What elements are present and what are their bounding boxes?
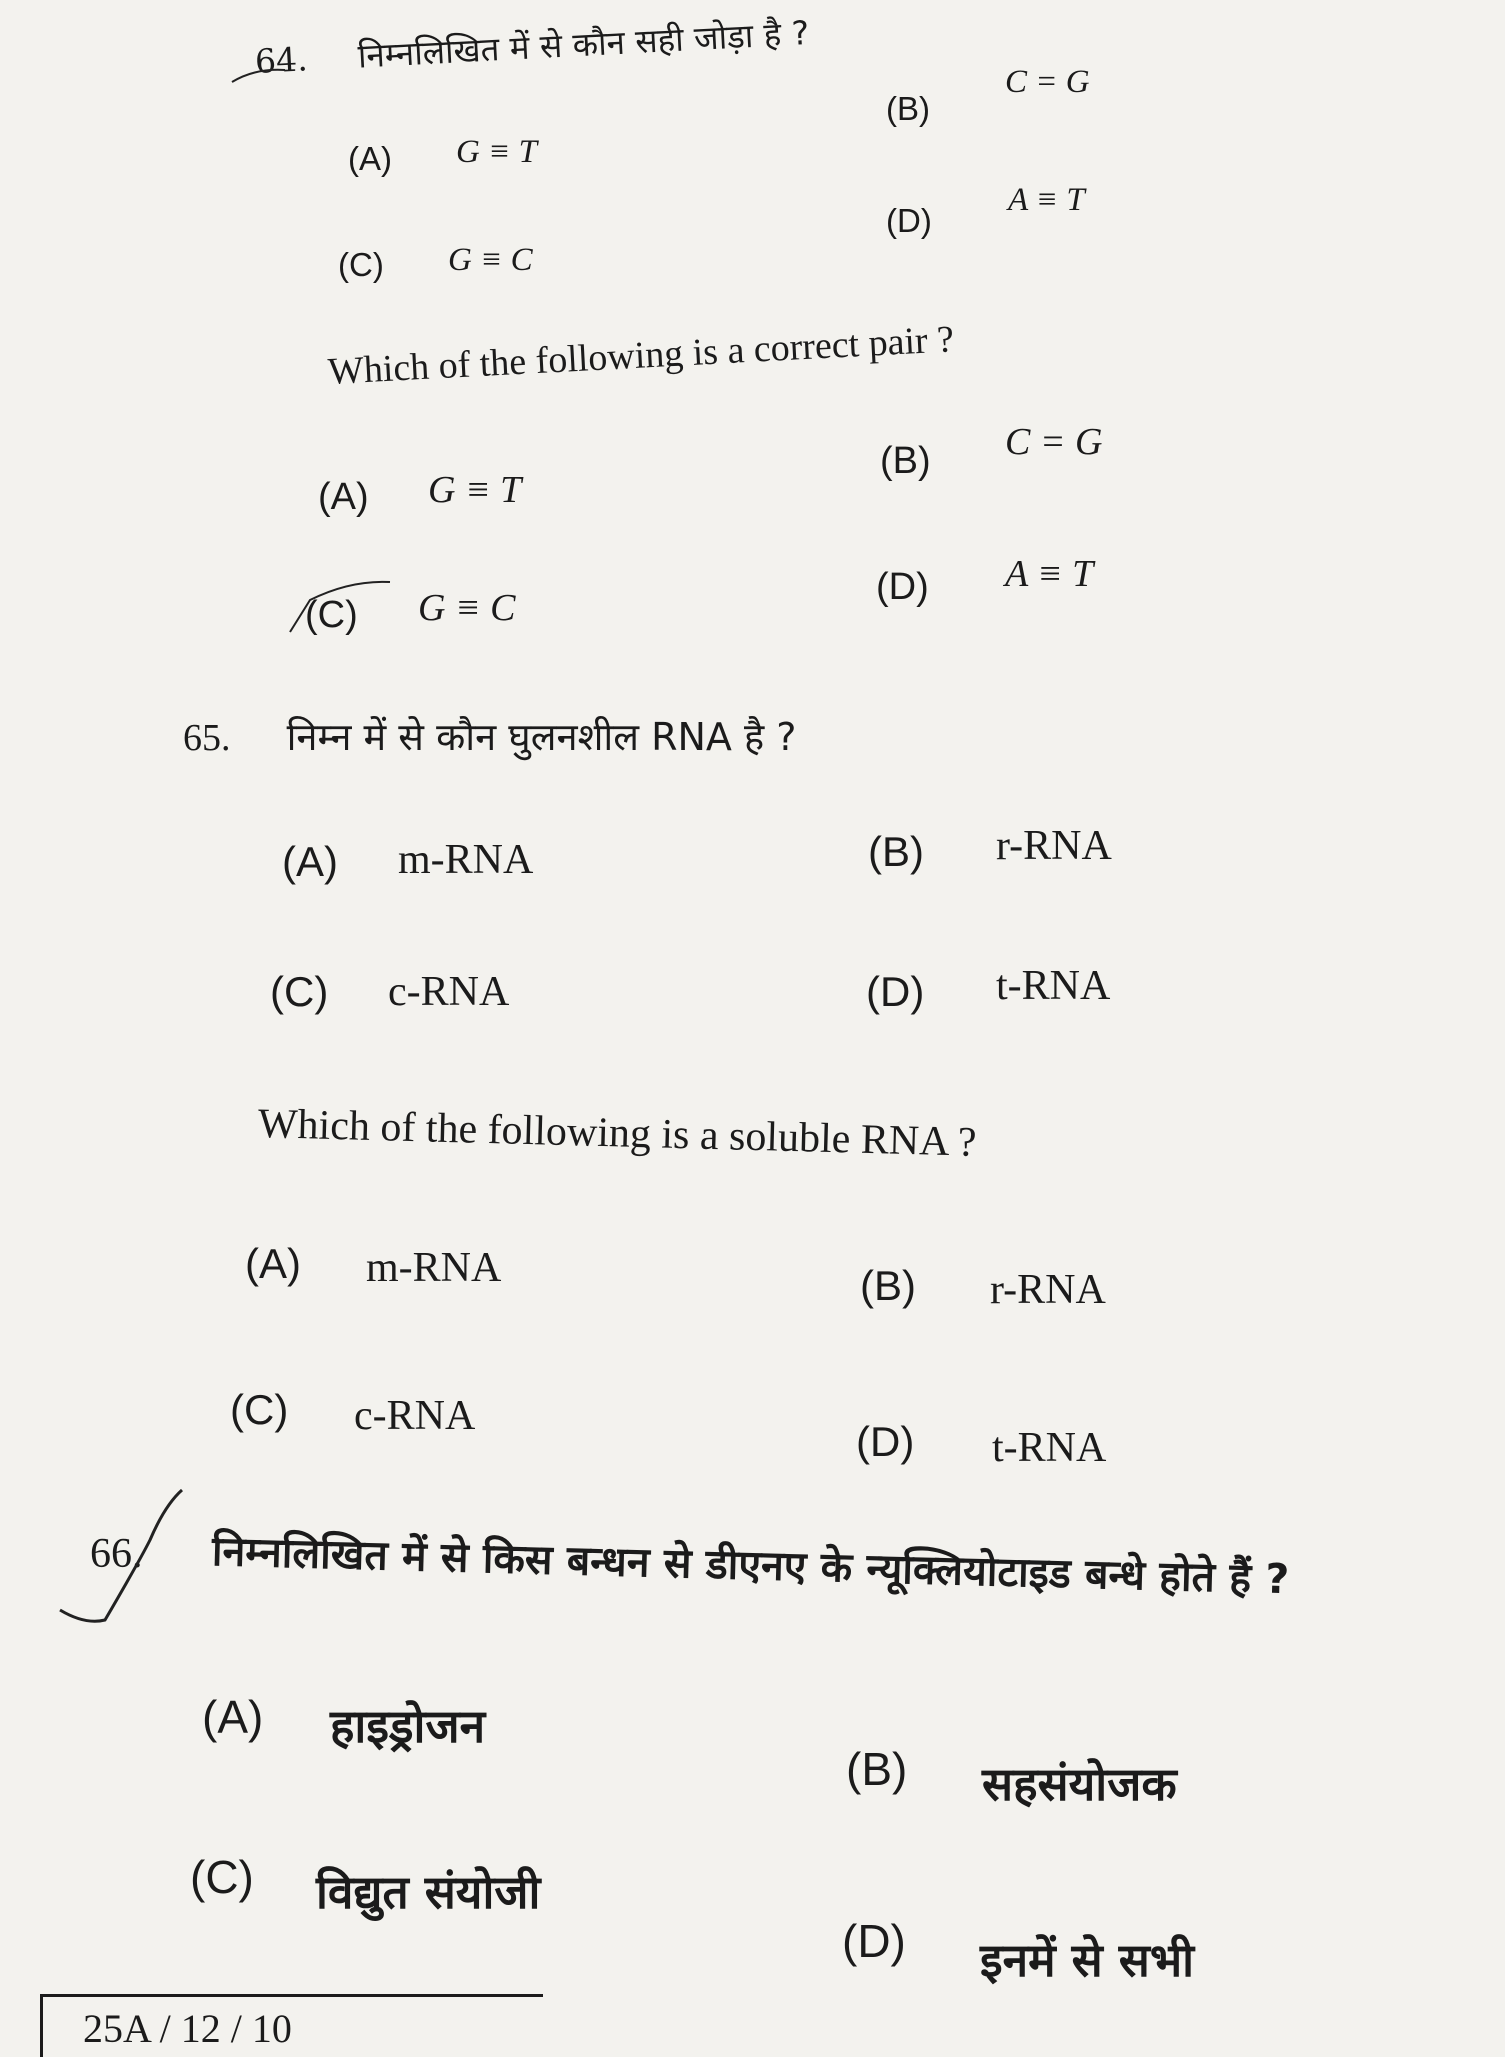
q66-option-a-label: (A): [202, 1691, 264, 1743]
q65-hi-option-c-label: (C): [270, 968, 329, 1015]
q64-hi-option-d-value: A ≡ T: [1008, 182, 1085, 218]
q64-hi-option-c-label: (C): [338, 246, 384, 283]
q65-en-option-a-value: m-RNA: [366, 1245, 502, 1291]
q64-hi-option-a-label: (A): [348, 140, 392, 177]
q66-option-b-value: सहसंयोजक: [982, 1757, 1177, 1811]
q64-hi-option-c-value: G ≡ C: [448, 242, 533, 278]
q66-option-a-value: हाइड्रोजन: [330, 1699, 486, 1753]
q65-hi-option-d-label: (D): [866, 968, 925, 1015]
question-text-hindi: निम्न में से कौन घुलनशील RNA है ?: [286, 715, 797, 759]
question-65-english: Which of the following is a soluble RNA ?: [257, 1101, 977, 1166]
q65-hi-option-b-label: (B): [868, 828, 924, 875]
q65-hi-option-a-label: (A): [282, 838, 338, 885]
q64-hi-option-b-value: C = G: [1005, 64, 1090, 100]
q65-en-option-b-value: r-RNA: [990, 1267, 1106, 1313]
q64-en-option-b-value: C = G: [1005, 421, 1103, 463]
q64-en-option-a-value: G ≡ T: [428, 469, 522, 511]
q64-en-option-c-value: G ≡ C: [418, 587, 516, 629]
q65-en-option-b-label: (B): [860, 1262, 916, 1309]
question-64-english: Which of the following is a correct pair ?: [326, 318, 956, 393]
q64-en-option-b-label: (B): [880, 440, 931, 482]
q65-en-option-c-label: (C): [230, 1386, 289, 1433]
q65-en-option-d-value: t-RNA: [992, 1425, 1107, 1471]
q66-option-d-value: इनमें से सभी: [980, 1933, 1195, 1987]
question-number: 65.: [183, 717, 231, 759]
q66-option-b-label: (B): [846, 1743, 908, 1795]
q64-en-option-a-label: (A): [318, 476, 369, 518]
question-65-hindi: [183, 710, 796, 762]
question-66-hindi: [90, 1528, 143, 1578]
q65-hi-option-a-value: m-RNA: [398, 837, 534, 883]
q64-hi-option-b-label: (B): [886, 90, 930, 127]
q65-en-option-a-label: (A): [245, 1240, 301, 1287]
question-64-hindi: [254, 9, 810, 83]
footer-code: 25A / 12 / 10: [83, 2006, 292, 2051]
q64-hi-option-a-value: G ≡ T: [456, 134, 537, 170]
q64-en-option-c-label: (C): [305, 594, 358, 636]
q65-en-option-d-label: (D): [856, 1418, 915, 1465]
question-66-text-hindi: निम्नलिखित में से किस बन्धन से डीएनए के न्यूक्लियोटाइड बन्धे होते हैं ?: [211, 1527, 1290, 1604]
footer-box: [40, 1994, 543, 2057]
question-text-hindi: निम्नलिखित में से कौन सही जोड़ा है ?: [356, 12, 811, 76]
question-number: 64.: [254, 39, 309, 81]
q66-option-c-label: (C): [190, 1851, 254, 1903]
q64-en-option-d-label: (D): [876, 566, 929, 608]
q64-en-option-d-value: A ≡ T: [1005, 553, 1094, 595]
q65-hi-option-d-value: t-RNA: [996, 963, 1111, 1009]
q64-hi-option-d-label: (D): [886, 202, 932, 239]
q66-option-c-value: विद्युत संयोजी: [316, 1865, 541, 1919]
q66-option-d-label: (D): [842, 1915, 906, 1967]
question-number: 66.: [90, 1531, 143, 1577]
q65-en-option-c-value: c-RNA: [354, 1393, 476, 1439]
q65-hi-option-c-value: c-RNA: [388, 969, 510, 1015]
q65-hi-option-b-value: r-RNA: [996, 823, 1112, 869]
